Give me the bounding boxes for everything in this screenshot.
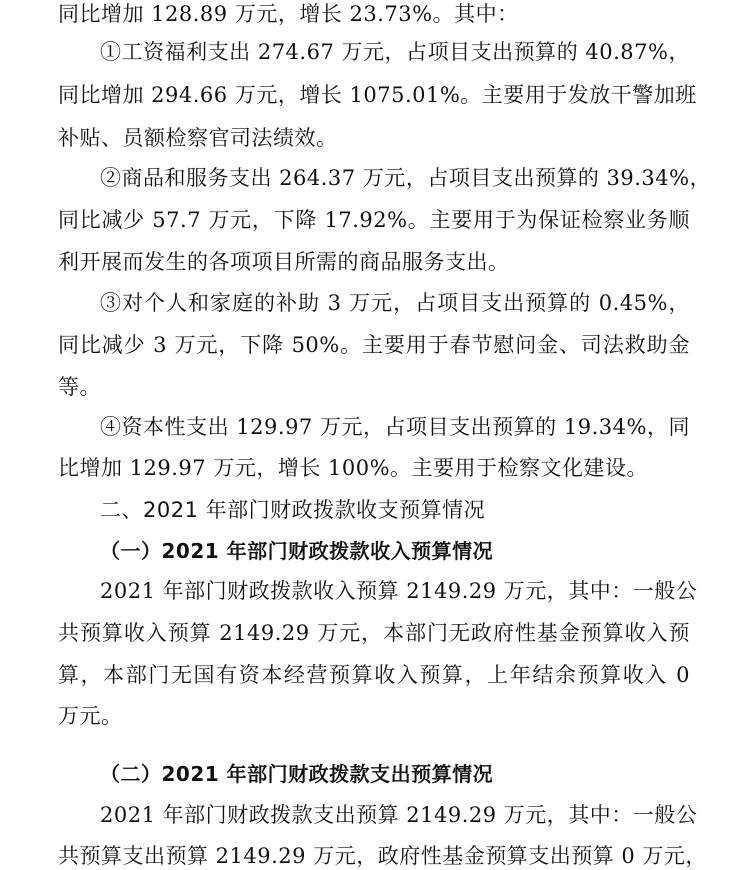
- paragraph-line: 共预算收入预算 2149.29 万元，本部门无政府性基金预算收入预: [58, 621, 690, 645]
- paragraph-line: 万元。: [58, 704, 123, 728]
- paragraph-line: ①工资福利支出 274.67 万元，占项目支出预算的 40.87%，: [100, 40, 690, 64]
- paragraph-line: ②商品和服务支出 264.37 万元，占项目支出预算的 39.34%，: [100, 166, 712, 190]
- paragraph-line: 比增加 129.97 万元，增长 100%。主要用于检察文化建设。: [58, 456, 649, 480]
- paragraph-line: 2021 年部门财政拨款支出预算 2149.29 万元，其中：一般公: [100, 803, 698, 827]
- paragraph-line: 等。: [58, 375, 101, 399]
- paragraph-line: 同比减少 3 万元，下降 50%。主要用于春节慰问金、司法救助金: [58, 333, 690, 357]
- paragraph-line: ④资本性支出 129.97 万元，占项目支出预算的 19.34%，同: [100, 415, 690, 439]
- subsection-heading: （二）2021 年部门财政拨款支出预算情况: [100, 762, 494, 786]
- paragraph-line: 利开展而发生的各项项目所需的商品服务支出。: [58, 250, 510, 274]
- section-heading: 二、2021 年部门财政拨款收支预算情况: [100, 498, 486, 522]
- paragraph-line: 共预算支出预算 2149.29 万元，政府性基金预算支出预算 0 万元，: [58, 844, 707, 868]
- paragraph-line: 同比减少 57.7 万元，下降 17.92%。主要用于为保证检察业务顺: [58, 208, 690, 232]
- paragraph-line: 同比增加 294.66 万元，增长 1075.01%。主要用于发放干警加班: [58, 83, 697, 107]
- paragraph-line: 算，本部门无国有资本经营预算收入预算，上年结余预算收入 0: [58, 663, 690, 687]
- paragraph-line: ③对个人和家庭的补助 3 万元，占项目支出预算的 0.45%，: [100, 291, 690, 315]
- subsection-heading: （一）2021 年部门财政拨款收入预算情况: [100, 539, 494, 563]
- paragraph-line: 2021 年部门财政拨款收入预算 2149.29 万元，其中：一般公: [100, 579, 698, 603]
- paragraph-line: 补贴、员额检察官司法绩效。: [58, 126, 338, 150]
- paragraph-line: 同比增加 128.89 万元，增长 23.73%。其中：: [58, 2, 519, 26]
